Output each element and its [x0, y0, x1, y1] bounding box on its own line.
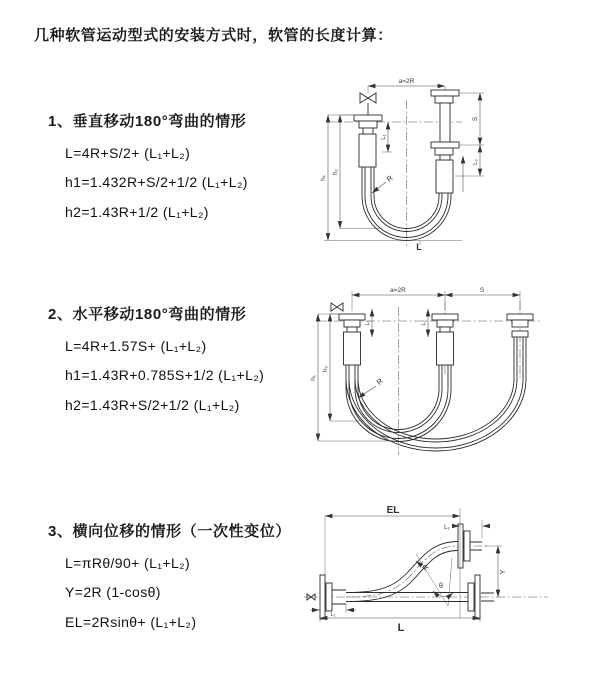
dim-l: L: [397, 622, 405, 634]
dim-theta: θ: [439, 583, 443, 590]
dim-a2r: a=2R: [398, 78, 415, 85]
formula-h2: h2=1.43R+1/2 (L₁+L₂): [65, 203, 209, 220]
dim-r: R: [374, 376, 385, 387]
section-1-heading: 1、垂直移动180°弯曲的情形: [48, 113, 247, 130]
dim-r: R: [384, 173, 395, 184]
section-1: [48, 110, 248, 220]
middle-pipe-fitting: [432, 314, 458, 332]
valve-icon: [331, 303, 343, 311]
braid-left: [344, 332, 361, 365]
braid-right: [436, 160, 453, 193]
dim-h1: h₁: [320, 175, 327, 181]
dim-y: Y: [500, 569, 507, 575]
formula-h1: h1=1.43R+0.785S+1/2 (L₁+L₂): [65, 367, 265, 383]
formula-h2: h2=1.43R+S/2+1/2 (L₁+L₂): [65, 396, 240, 413]
right-pipe-fitting: [507, 314, 533, 337]
formula-y: Y=2R (1-cosθ): [65, 584, 161, 600]
diagram-lateral-displacement: [298, 500, 588, 655]
valve-icon: [360, 93, 376, 103]
diagram-horizontal-180-bend: [308, 281, 568, 463]
page-title: 几种软管运动型式的安装方式时，软管的长度计算：: [34, 27, 393, 44]
formula-el: EL=2Rsinθ+ (L₁+L₂): [65, 613, 197, 630]
formula-l: L=4R+1.57S+ (L₁+L₂): [65, 337, 207, 354]
dim-h2: h₂: [332, 168, 339, 176]
formula-l: L=πRθ/90+ (L₁+L₂): [65, 554, 191, 571]
dim-l1: L₁: [330, 612, 336, 618]
left-pipe-fitting: [331, 303, 365, 332]
braid-middle: [437, 332, 454, 365]
dim-l2: L₂: [473, 159, 479, 165]
section-3: [48, 520, 291, 630]
section-2-heading: 2、水平移动180°弯曲的情形: [48, 306, 247, 323]
formula-h1: h1=1.432R+S/2+1/2 (L₁+L₂): [65, 174, 248, 190]
dim-l2: L₂: [444, 525, 450, 531]
section-2: [48, 303, 264, 413]
left-pipe-fitting: [354, 93, 382, 134]
dim-l: L: [416, 242, 422, 251]
dim-h1: h₁: [310, 375, 317, 381]
dim-l2: L₂: [421, 320, 427, 326]
hose-u-position-2: [346, 337, 526, 451]
dim-s: S: [479, 287, 485, 294]
braid-left: [359, 134, 376, 167]
dim-a2r: a=2R: [390, 287, 406, 294]
dimensions: [320, 78, 484, 251]
dim-l1: L₁: [365, 320, 371, 326]
dim-el: EL: [386, 505, 400, 516]
dim-l1: L₁: [381, 134, 387, 140]
dim-r: R: [420, 562, 431, 573]
formula-l: L=4R+S/2+ (L₁+L₂): [65, 144, 191, 161]
dim-s: S: [472, 116, 479, 122]
diagram-vertical-180-bend: [310, 66, 530, 251]
section-3-heading: 3、横向位移的情形（一次性变位）: [48, 523, 291, 540]
right-pipe-fitting: [431, 90, 459, 160]
angle-construction: [416, 554, 453, 606]
dim-h2: h₂: [322, 365, 329, 373]
